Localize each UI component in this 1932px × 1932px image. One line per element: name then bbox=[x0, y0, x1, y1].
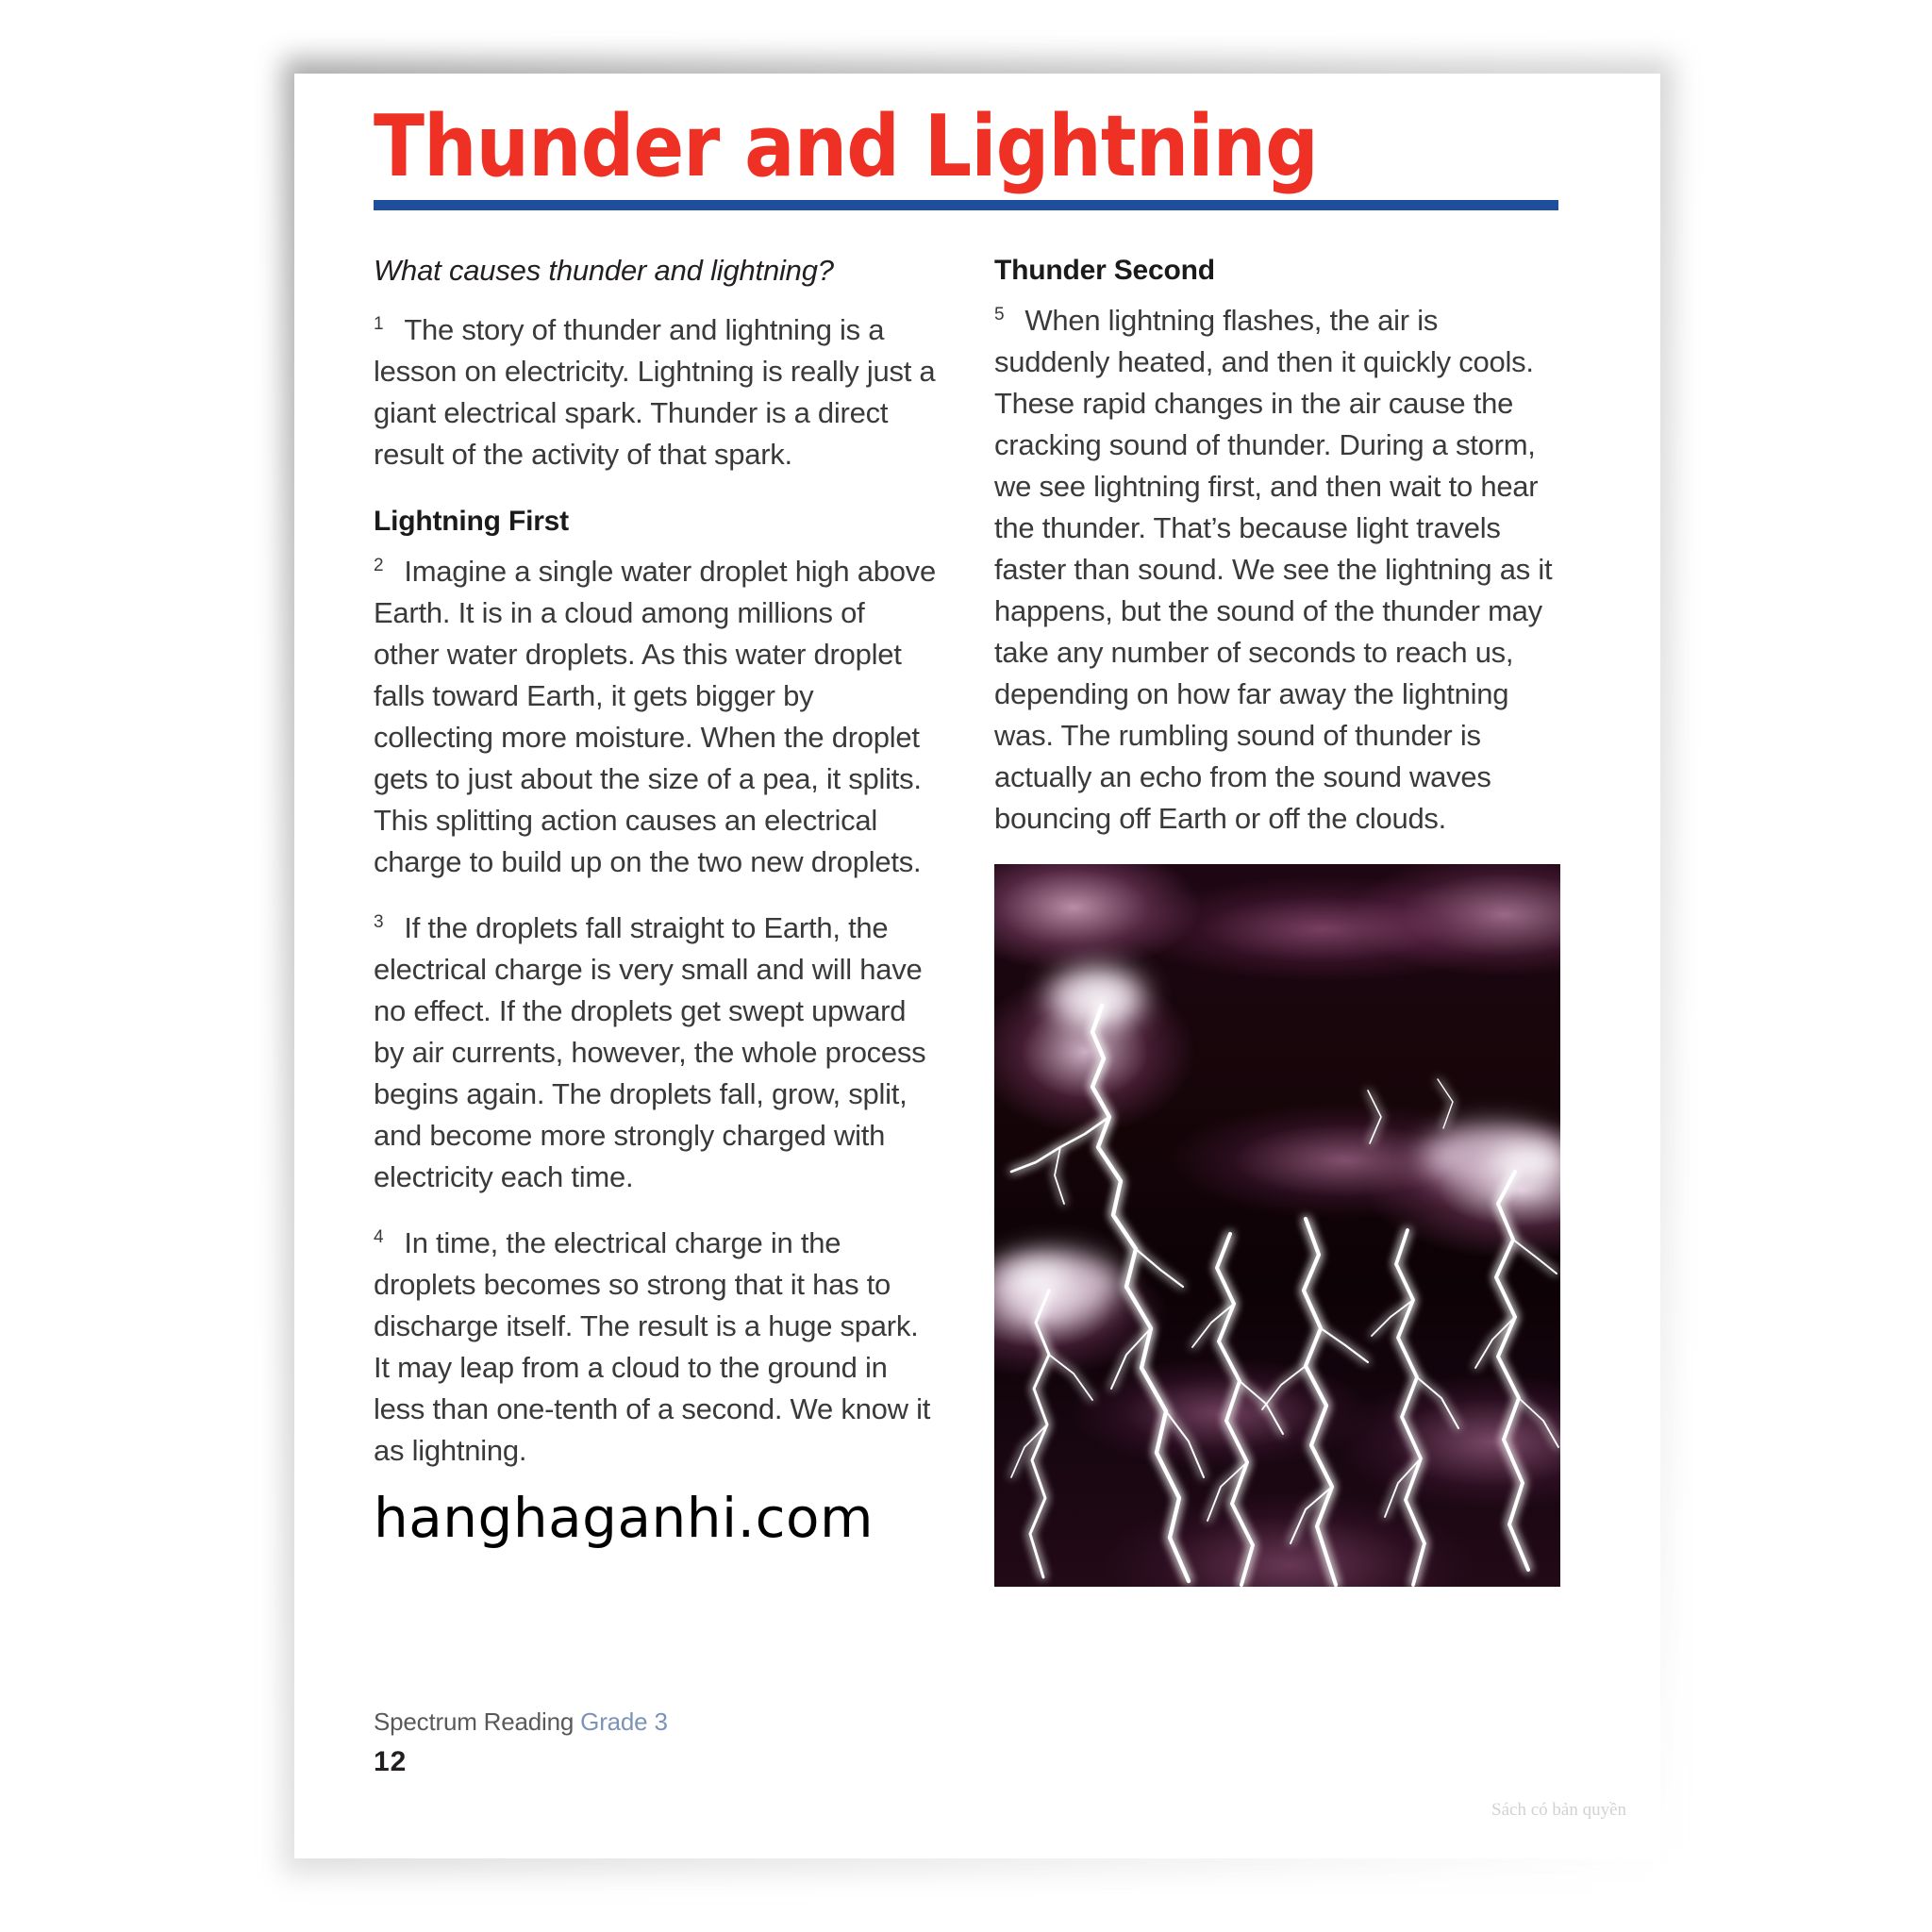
title-block bbox=[374, 97, 1558, 210]
article-kicker-question: What causes thunder and lightning? bbox=[374, 254, 834, 287]
paragraph-text: Imagine a single water droplet high above Earth. It is in a cloud among millions of other water droplets. As this water droplet falls toward Earth, it gets bigger by collecting more moisture. When the droplet gets to just about the size of a pea, it splits. This splitting action causes an electrical charge to build up on the two new droplets. bbox=[374, 555, 936, 878]
page-title: Thunder and Lightning bbox=[374, 97, 1318, 196]
paragraph-text: The story of thunder and lightning is a lesson on electricity. Lightning is really just a giant electrical spark. Thunder is a direct result of the activity of that spark. bbox=[374, 313, 936, 471]
footer-grade-level: Grade 3 bbox=[580, 1707, 668, 1736]
lightning-storm-photo bbox=[994, 864, 1560, 1587]
title-divider-rule bbox=[374, 200, 1558, 210]
paragraph-1 bbox=[374, 309, 938, 475]
paragraph-text: When lightning flashes, the air is suddenly heated, and then it quickly cools. These rapid changes in the air cause the cracking sound of thunder. During a storm, we see lightning first, and then wait to hear the thunder. That’s because light travels faster than sound. We see the lightning as it happens, but the sound of the thunder may take any number of seconds to reach us, depending on how far away the lightning was. The rumbling sound of thunder is actually an echo from the sound waves bouncing off Earth or off the clouds. bbox=[994, 304, 1553, 835]
paragraph-number: 2 bbox=[374, 555, 384, 575]
paragraph-text: In time, the electrical charge in the droplets becomes so strong that it has to discharge itself. The result is a huge spark. It may leap from a cloud to the ground in less than one-tenth of a second. We know it as lightning. bbox=[374, 1226, 931, 1467]
paragraph-number: 3 bbox=[374, 911, 384, 932]
footer-series-line bbox=[374, 1707, 1558, 1737]
copyright-note: Sách có bản quyền bbox=[1491, 1800, 1626, 1820]
right-column bbox=[994, 253, 1560, 1587]
workbook-page bbox=[294, 74, 1660, 1858]
subhead-thunder-second: Thunder Second bbox=[994, 255, 1215, 286]
paragraph-number: 1 bbox=[374, 313, 384, 334]
paragraph-text: If the droplets fall straight to Earth, the electrical charge is very small and will have no effect. If the droplets get swept upward by air currents, however, the whole process begins again. The droplets fall, grow, split, and become more strongly charged with electricity each time. bbox=[374, 911, 926, 1193]
paragraph-4 bbox=[374, 1223, 938, 1472]
paragraph-2 bbox=[374, 551, 938, 883]
footer-series-name: Spectrum Reading bbox=[374, 1707, 581, 1736]
lightning-bolts bbox=[994, 864, 1560, 1587]
page-number: 12 bbox=[374, 1746, 408, 1777]
left-column bbox=[374, 253, 938, 1587]
paragraph-3 bbox=[374, 908, 938, 1198]
subhead-lightning-first: Lightning First bbox=[374, 506, 569, 537]
paragraph-number: 5 bbox=[994, 304, 1005, 325]
paragraph-5 bbox=[994, 300, 1560, 840]
article-columns bbox=[374, 253, 1560, 1587]
page-footer bbox=[374, 1707, 1558, 1778]
paragraph-number: 4 bbox=[374, 1226, 384, 1247]
site-watermark: hanghaganhi.com bbox=[374, 1486, 874, 1550]
